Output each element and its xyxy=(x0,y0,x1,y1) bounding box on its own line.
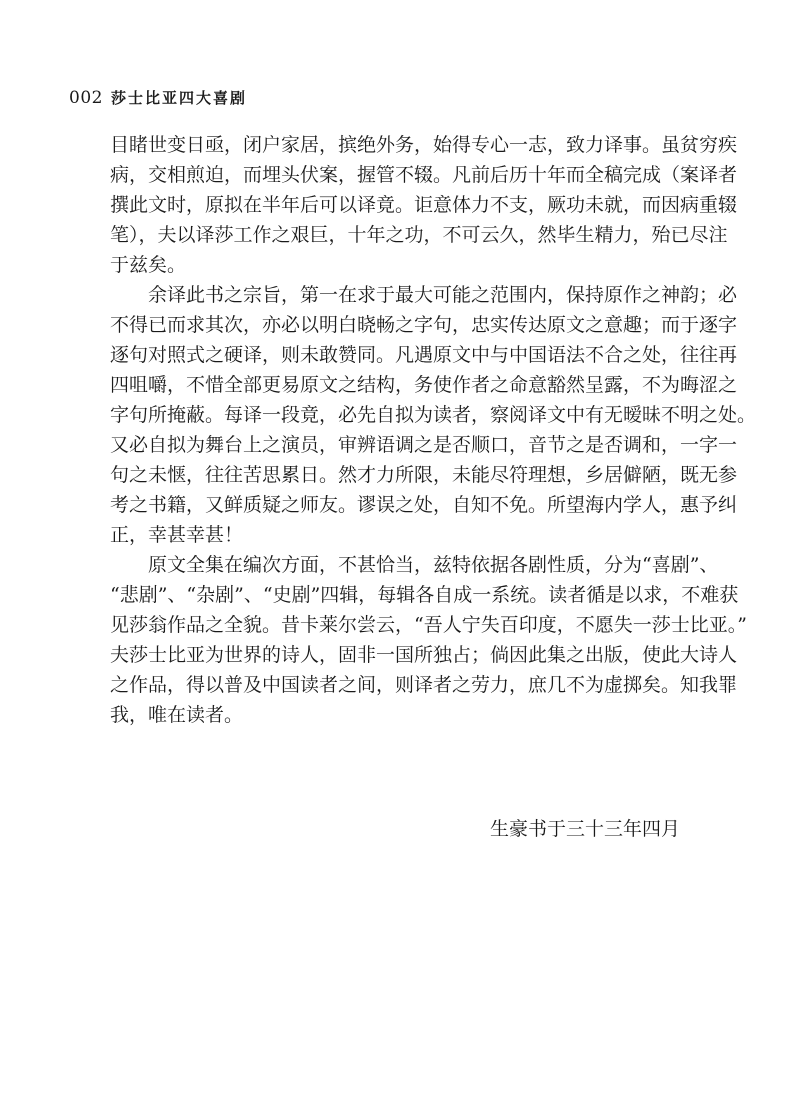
paragraph-2 xyxy=(110,280,757,550)
text-line: 见莎翁作品之全貌。昔卡莱尔尝云，“吾人宁失百印度，不愿失一莎士比亚。” xyxy=(110,614,747,636)
text-line: 笔），夫以译莎工作之艰巨，十年之功，不可云久，然毕生精力，殆已尽注 xyxy=(110,224,728,246)
text-line: 原文全集在编次方面，不甚恰当，兹特依据各剧性质，分为“喜剧”、 xyxy=(148,554,719,576)
text-line: 病，交相煎迫，而埋头伏案，握管不辍。凡前后历十年而全稿完成（案译者 xyxy=(110,164,738,186)
text-line: “悲剧”、“杂剧”、“史剧”四辑，每辑各自成一系统。读者循是以求，不难获 xyxy=(110,584,739,606)
paragraph-1 xyxy=(110,130,738,280)
text-line: 不得已而求其次，亦必以明白晓畅之字句，忠实传达原文之意趣；而于逐字 xyxy=(110,314,738,336)
text-line: 字句所掩蔽。每译一段竟，必先自拟为读者，察阅译文中有无暧昧不明之处。 xyxy=(110,404,757,426)
text-line: 我，唯在读者。 xyxy=(110,704,244,726)
text-line: 撰此文时，原拟在半年后可以译竟。讵意体力不支，厥功未就，而因病重辍 xyxy=(110,194,738,216)
text-line: 考之书籍，又鲜质疑之师友。谬误之处，自知不免。所望海内学人，惠予纠 xyxy=(110,494,738,516)
paragraph-3 xyxy=(110,550,747,730)
text-line: 余译此书之宗旨，第一在求于最大可能之范围内，保持原作之神韵；必 xyxy=(148,284,738,306)
signature: 生豪书于三十三年四月 xyxy=(489,818,680,840)
running-head xyxy=(69,87,247,108)
body-text xyxy=(110,130,757,730)
text-line: 目睹世变日亟，闭户家居，摈绝外务，始得专心一志，致力译事。虽贫穷疾 xyxy=(110,134,738,156)
text-line: 句之未惬，往往苦思累日。然才力所限，未能尽符理想，乡居僻陋，既无参 xyxy=(110,464,738,486)
text-line: 又必自拟为舞台上之演员，审辨语调之是否顺口，音节之是否调和，一字一 xyxy=(110,434,738,456)
page-number: 002 xyxy=(69,88,103,108)
text-line: 逐句对照式之硬译，则未敢赞同。凡遇原文中与中国语法不合之处，往往再 xyxy=(110,344,738,366)
text-line: 夫莎士比亚为世界的诗人，固非一国所独占；倘因此集之出版，使此大诗人 xyxy=(110,644,738,666)
text-line: 之作品，得以普及中国读者之间，则译者之劳力，庶几不为虚掷矣。知我罪 xyxy=(110,674,738,696)
book-title: 莎士比亚四大喜剧 xyxy=(110,89,247,107)
text-line: 四咀嚼，不惜全部更易原文之结构，务使作者之命意豁然呈露，不为晦涩之 xyxy=(110,374,738,396)
text-line: 于兹矣。 xyxy=(110,254,187,276)
text-line: 正，幸甚幸甚！ xyxy=(110,524,244,546)
